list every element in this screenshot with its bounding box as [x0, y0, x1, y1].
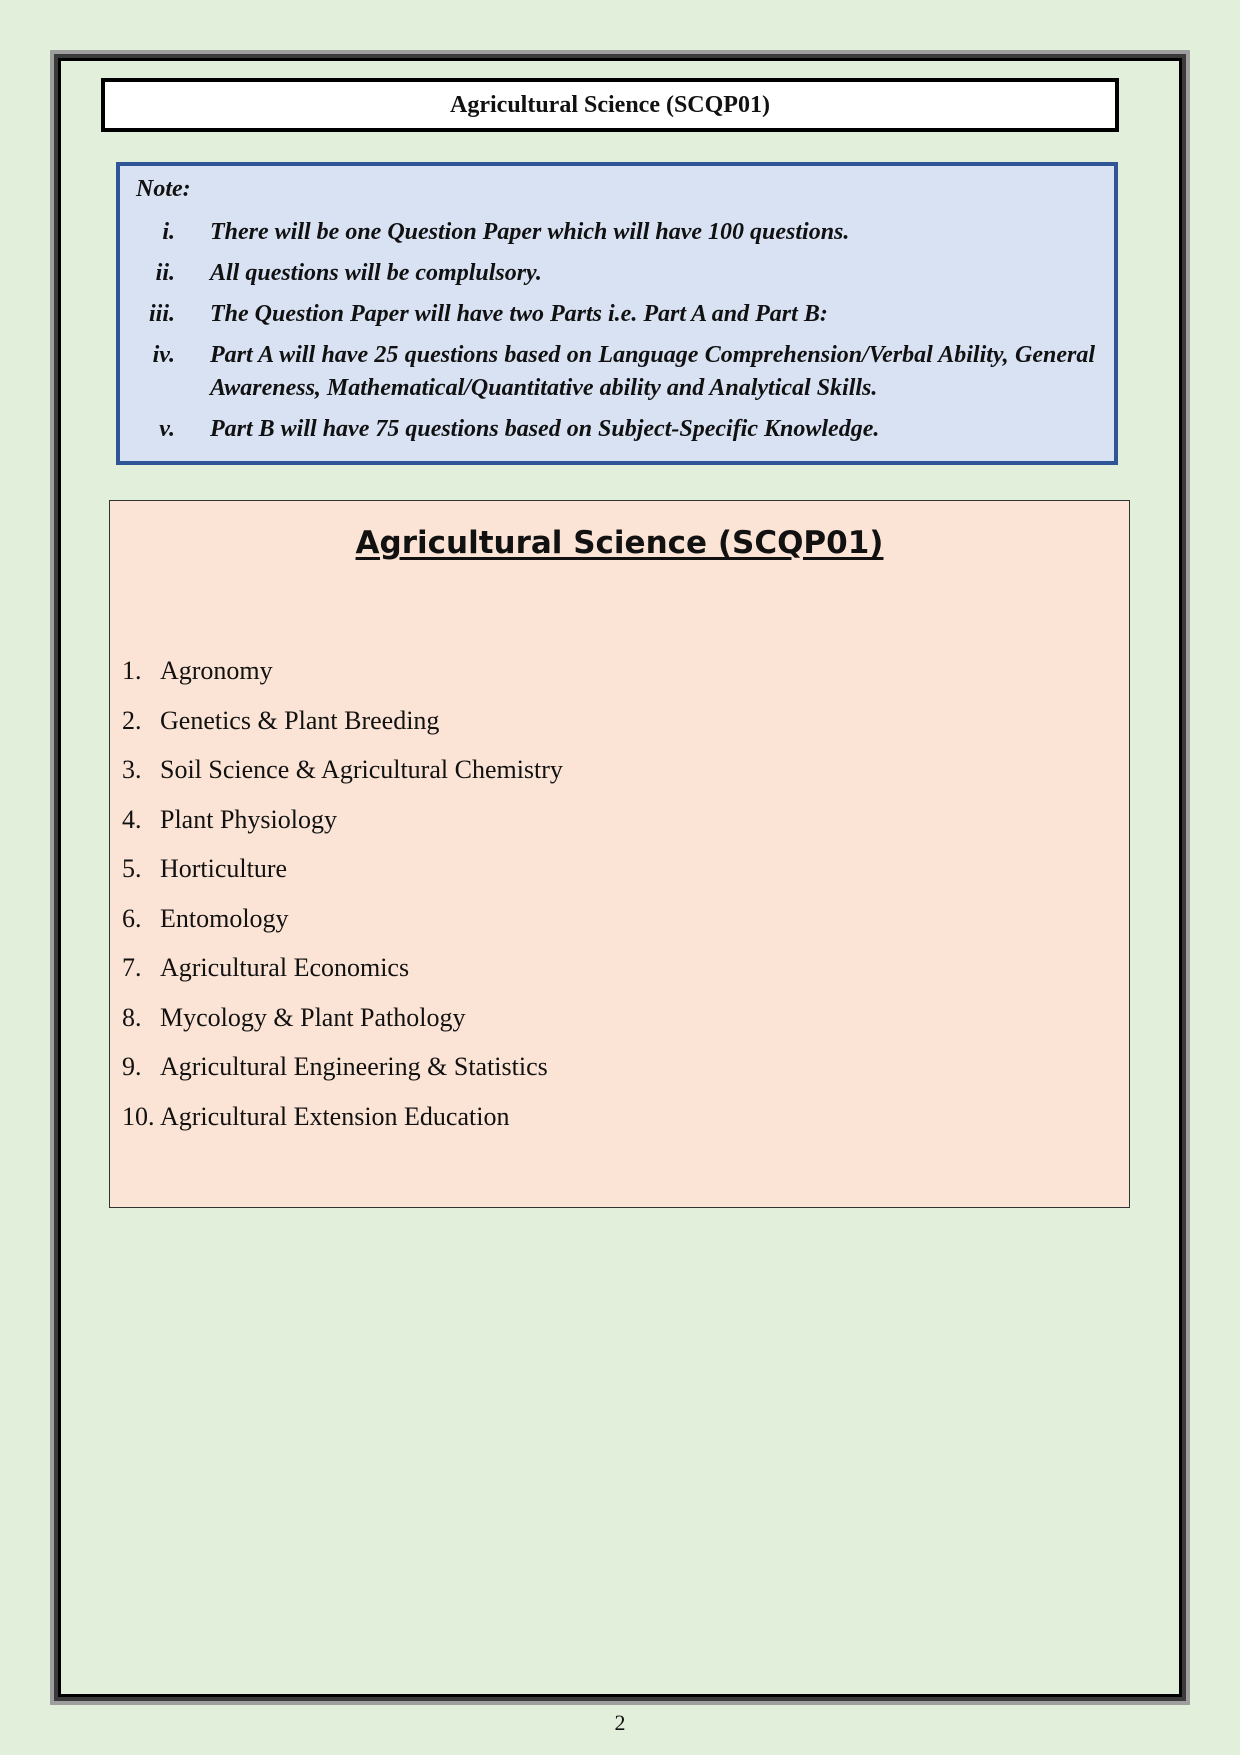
- note-item: [120, 298, 1114, 331]
- topic-text: Plant Physiology: [160, 804, 337, 834]
- topic-item: [122, 656, 563, 706]
- topic-number: 1.: [122, 656, 142, 685]
- topic-item: [122, 953, 563, 1003]
- topic-text: Agronomy: [160, 656, 273, 685]
- topic-number: 7.: [122, 953, 142, 982]
- note-box: [116, 162, 1118, 465]
- topic-text: Mycology & Plant Pathology: [160, 1002, 466, 1032]
- topic-text: Agricultural Engineering & Statistics: [160, 1052, 548, 1081]
- topic-text: Agricultural Economics: [160, 953, 410, 982]
- topic-number: 2.: [122, 705, 142, 735]
- note-item-number: iv.: [152, 342, 175, 368]
- note-item-text: All questions will be complulsory.: [210, 260, 542, 286]
- topic-text: Horticulture: [160, 854, 288, 883]
- topic-item: [122, 1003, 563, 1053]
- topic-item: [122, 1102, 563, 1152]
- note-item-text: Part A will have 25 questions based on Language Comprehension/Verbal Ability, General Awareness, Mathematical/Quantitative ability and Analytical Skills.: [210, 342, 1095, 401]
- topic-item: [122, 1052, 563, 1102]
- topic-item: [122, 854, 563, 904]
- topic-number: 10.: [122, 1101, 155, 1131]
- topic-text: Agricultural Extension Education: [160, 1101, 510, 1131]
- topic-number: 8.: [122, 1002, 142, 1032]
- syllabus-box: [109, 500, 1130, 1208]
- note-item: [120, 413, 1114, 446]
- topic-number: 6.: [122, 903, 142, 933]
- topic-list: [122, 656, 563, 1151]
- topic-item: [122, 755, 563, 805]
- topic-number: 9.: [122, 1052, 142, 1081]
- topic-text: Entomology: [160, 903, 289, 933]
- topic-number: 3.: [122, 755, 142, 784]
- note-list: [120, 216, 1114, 454]
- topic-item: [122, 706, 563, 756]
- note-item: [120, 216, 1114, 249]
- note-item: [120, 257, 1114, 290]
- note-item-text: The Question Paper will have two Parts i.e. Part A and Part B:: [210, 301, 828, 327]
- topic-item: [122, 904, 563, 954]
- note-item-number: ii.: [155, 260, 175, 286]
- note-item-number: iii.: [148, 301, 175, 327]
- note-label: Note:: [136, 176, 191, 202]
- topic-item: [122, 805, 563, 855]
- topic-number: 4.: [122, 804, 142, 834]
- note-item-number: i.: [162, 219, 175, 245]
- note-item-text: There will be one Question Paper which will have 100 questions.: [210, 219, 850, 245]
- topic-text: Genetics & Plant Breeding: [160, 705, 440, 735]
- note-item-text: Part B will have 75 questions based on Subject-Specific Knowledge.: [210, 416, 880, 442]
- header-title-box: [101, 78, 1119, 132]
- header-title: Agricultural Science (SCQP01): [450, 91, 770, 118]
- note-item: [120, 339, 1114, 405]
- note-item-number: v.: [159, 416, 175, 442]
- page-number: 2: [614, 1710, 626, 1735]
- topic-number: 5.: [122, 854, 142, 883]
- topic-text: Soil Science & Agricultural Chemistry: [160, 755, 563, 784]
- syllabus-title: Agricultural Science (SCQP01): [355, 525, 884, 561]
